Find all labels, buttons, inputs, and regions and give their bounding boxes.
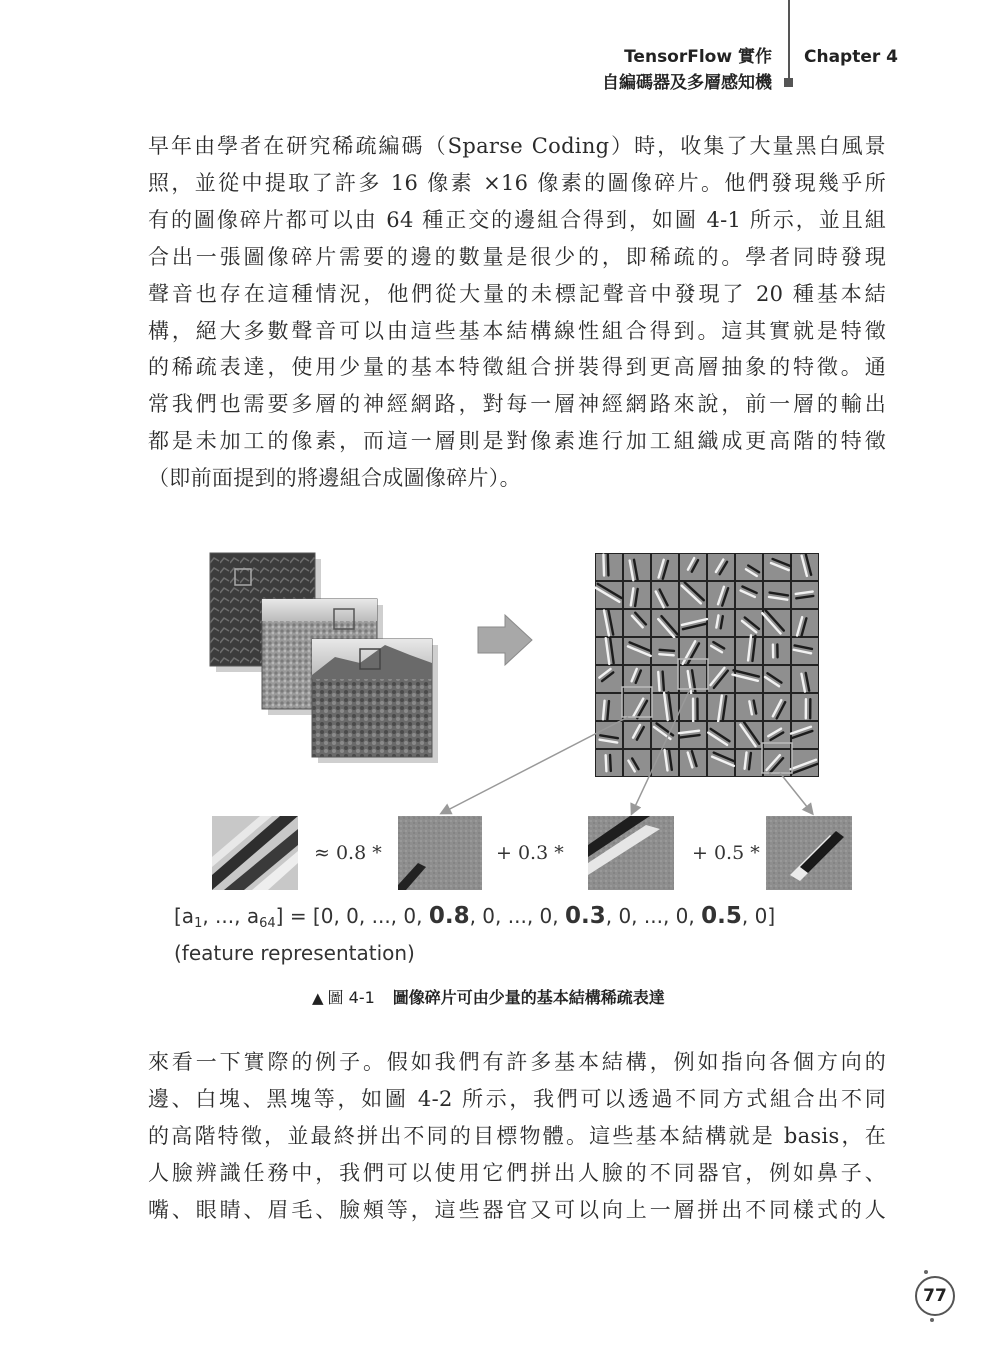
formula-part: , 0, ..., 0,: [469, 904, 565, 928]
text-line: 早年由學者在研究稀疏編碼（Sparse Coding）時，收集了大量黑白風景: [148, 134, 886, 158]
page-number: 77: [915, 1276, 955, 1316]
text-line: 合出一張圖像碎片需要的邊的數量是很少的，即稀疏的。學者同時發現: [148, 244, 886, 269]
basis-stroke: [607, 701, 609, 720]
basis-stroke: [660, 650, 674, 651]
basis-cell: [764, 554, 790, 580]
coefficient-label: + 0.3 *: [496, 842, 564, 864]
basis-cell: [624, 722, 650, 748]
formula-subscript: 64: [259, 916, 276, 931]
figure-caption: [312, 985, 665, 1008]
formula-coefficient: 0.3: [564, 903, 606, 929]
basis-patch-2: [588, 816, 674, 890]
basis-patch-1: [398, 816, 482, 890]
basis-cell: [624, 750, 650, 776]
text-line: 嘴、眼睛、眉毛、臉頰等，這些器官又可以向上一層拼出不同樣式的人: [148, 1197, 886, 1222]
formula-part: , 0, ..., 0,: [605, 904, 702, 928]
formula-coefficient: 0.5: [701, 903, 742, 929]
basis-cell: [708, 554, 734, 580]
text-line: 照，並從中提取了許多 16 像素 ×16 像素的圖像碎片。他們發現幾乎所: [148, 170, 886, 195]
page-number-ornament: [930, 1318, 934, 1322]
basis-cell: [736, 610, 762, 636]
text-line: 聲音也存在這種情況，他們從大量的未標記聲音中發現了 20 種基本結: [148, 281, 886, 306]
caption-number: 圖 4-1: [327, 988, 375, 1007]
paragraph-1: [148, 128, 886, 497]
basis-stroke: [658, 672, 659, 691]
basis-cell: [736, 694, 762, 720]
header-divider-end: [784, 78, 793, 87]
formula-coefficient: 0.8: [428, 903, 470, 929]
basis-cell: [652, 582, 678, 608]
running-header-book-title: [602, 44, 772, 96]
text-line: 都是未加工的像素，而這一層則是對像素進行加工組織成更高階的特徵: [148, 429, 886, 454]
basis-cell: [764, 750, 790, 776]
formula-part: ] = [0, 0, ..., 0,: [275, 904, 429, 928]
text-line: 有的圖像碎片都可以由 64 種正交的邊組合得到，如圖 4-1 所示，並且組: [148, 207, 886, 232]
sparse-formula: [174, 903, 775, 931]
transform-arrow-icon: [478, 615, 532, 665]
basis-stroke: [610, 755, 611, 771]
book-title-line1: TensorFlow 實作: [624, 47, 772, 67]
book-title-line2: 自編碼器及多層感知機: [602, 73, 772, 93]
caption-text: 圖像碎片可由少量的基本結構稀疏表達: [392, 988, 665, 1007]
chapter-label: Chapter 4: [804, 47, 899, 67]
natural-image-stack: [210, 553, 438, 763]
image-patch: [212, 816, 298, 890]
coefficient-label: + 0.5 *: [692, 842, 760, 864]
basis-grid: [595, 553, 819, 777]
basis-stroke: [663, 672, 664, 691]
connector-arrow: [780, 773, 812, 813]
text-line: 來看一下實際的例子。假如我們有許多基本結構，例如指向各個方向的: [148, 1050, 886, 1074]
formula-part: [a: [174, 904, 195, 928]
formula-part: , ..., a: [202, 904, 260, 928]
basis-stroke: [608, 554, 609, 575]
text-line: 人臉辨識任務中，我們可以使用它們拼出人臉的不同器官，例如鼻子、: [148, 1160, 886, 1185]
basis-cell: [792, 722, 818, 748]
basis-cell: [652, 666, 678, 692]
formula-part: , 0]: [741, 904, 776, 928]
text-line: 的稀疏表達，使用少量的基本特徵組合拼裝得到更高層抽象的特徵。通: [148, 355, 886, 380]
text-line: 構，絕大多數聲音可以由這些基本結構線性組合得到。這其實就是特徵: [148, 318, 886, 343]
paragraph-2: [148, 1044, 886, 1229]
formula-subscript: 1: [194, 916, 203, 931]
text-line: （即前面提到的將邊組合成圖像碎片）。: [148, 466, 521, 491]
basis-stroke: [606, 755, 607, 771]
basis-cell: [596, 750, 622, 776]
caption-triangle-icon: ▲: [312, 989, 324, 1007]
text-line: 常我們也需要多層的神經網路，對每一層神經網路來說，前一層的輸出: [148, 392, 886, 417]
text-line: 的高階特徵，並最終拼出不同的目標物體。這些基本結構就是 basis，在: [148, 1123, 886, 1148]
basis-stroke: [603, 701, 605, 720]
basis-stroke: [603, 555, 604, 576]
text-line: 邊、白塊、黑塊等，如圖 4-2 所示，我們可以透過不同方式組合出不同: [148, 1086, 886, 1111]
basis-patch-3: [766, 816, 852, 890]
basis-stroke: [659, 654, 673, 655]
feature-representation-label: (feature representation): [174, 941, 415, 965]
coefficient-label: ≈ 0.8 *: [314, 842, 382, 864]
figure-4-1: [160, 545, 880, 975]
basis-cell: [624, 694, 650, 720]
page-number-ornament: [924, 1270, 928, 1274]
header-divider: [788, 0, 790, 78]
